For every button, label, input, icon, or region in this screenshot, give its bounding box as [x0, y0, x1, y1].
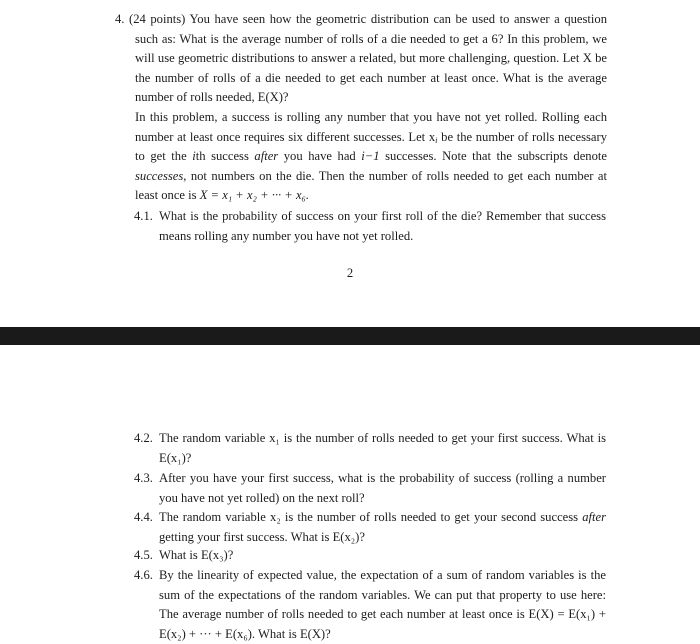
question-number: 4.5.: [134, 548, 153, 562]
question-text: What is the probability of success on your first roll of the die? Remember that success means rolling any number you have not yet rolled.: [159, 209, 606, 243]
page-number: 2: [346, 266, 354, 280]
problem-points: (24 points): [129, 12, 186, 26]
question-number: 4.1.: [134, 209, 153, 223]
paragraph-text: be the number of rolls necessary to get the: [135, 129, 607, 164]
question-4-6: [134, 566, 606, 644]
paragraph-formula: X = x₁ + x₂ + ··· + x₆.: [199, 188, 310, 203]
question-4-1: [134, 207, 606, 246]
question-text-part: The random variable x₂ is the number of rolls needed to get your second success: [159, 510, 583, 524]
question-4-4: [134, 508, 606, 547]
question-text: After you have your first success, what is the probability of success (rolling a number you have not yet rolled) on the next roll?: [159, 471, 606, 505]
paragraph-text: th success: [195, 149, 255, 164]
question-4-5: [134, 546, 606, 566]
page-bottom: [0, 345, 700, 641]
problem-4: [115, 10, 607, 206]
question-text: By the linearity of expected value, the expectation of a sum of random variables is the sum of the expectations of the random variables. We can put that property to use here: The average number of rolls needed to get each number at least once is E(X) = E(x₁) + E(x₂) + ··· + E(x₆). What is E(X)?: [159, 568, 606, 641]
question-4-2: [134, 429, 606, 468]
paragraph-text: , not numbers on the die. Then the number of rolls needed to get each number at least once is: [135, 168, 607, 203]
problem-number: 4.: [115, 12, 125, 26]
paragraph-emphasis: after: [254, 149, 279, 164]
question-text: The random variable x₁ is the number of rolls needed to get your first success. What is E(x₁)?: [159, 431, 606, 465]
problem-4-intro: [115, 10, 607, 108]
question-text-part: getting your first success. What is E(x₂)?: [159, 529, 365, 544]
problem-4-paragraph-2: In this problem, a success is rolling any number that you have not yet rolled. Rolling each number at least once requires six different successes. Let $x_i$ be the number of rolls necessary to get the ith success after you have had i−1 successes. Note that the subscripts denote successes, not numbers on the die. Then the number of rolls needed to get each number at least once is X = x₁ + x₂ + ··· + x₆.: [135, 109, 607, 203]
question-number: 4.3.: [134, 471, 153, 485]
paragraph-text: In this problem, a success is rolling any number that you have not yet rolled. Rolling each number at least once requires six different successes. Let x: [135, 109, 607, 144]
question-4-3: [134, 469, 606, 508]
page-divider: [0, 327, 700, 345]
paragraph-text: successes. Note that the subscripts denote: [379, 149, 607, 164]
paragraph-text: you have had: [278, 149, 362, 164]
question-number: 4.4.: [134, 510, 153, 524]
question-text: What is E(x₃)?: [159, 548, 234, 562]
paragraph-math: i−1: [361, 149, 380, 164]
question-text: [159, 508, 606, 547]
paragraph-emphasis: successes: [135, 168, 184, 183]
question-number: 4.2.: [134, 431, 153, 445]
question-emphasis: after: [582, 510, 606, 524]
problem-intro-text: You have seen how the geometric distribution can be used to answer a question such as: What is the average number of rolls of a die needed to get a 6? In this problem, we will use geometric distributions to answer a related, but more challenging, question. Let X be the number of rolls of a die needed to get each number at least once. What is the average number of rolls needed, E(X)?: [135, 12, 607, 105]
question-number: 4.6.: [134, 568, 153, 582]
